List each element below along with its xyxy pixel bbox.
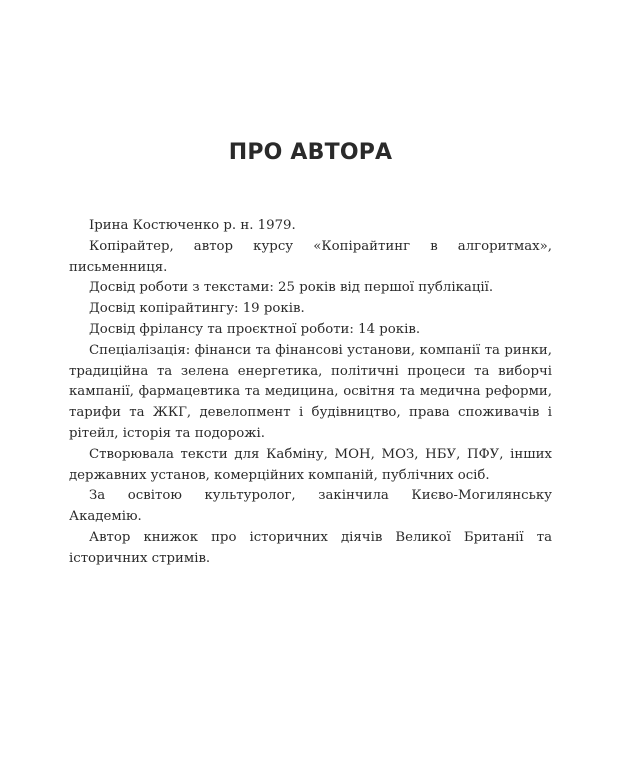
bio-paragraph-profession: Копірайтер, автор курсу «Копірайтинг в алгоритмах», письменниця.	[69, 238, 552, 275]
bio-paragraph-education: За освітою культуролог, закінчила Києво-Могилянську Академію.	[69, 488, 552, 525]
author-bio	[69, 216, 552, 570]
bio-paragraph-specialization: Спеціалізація: фінанси та фінансові установи, компанії та ринки, традиційна та зелена енергетика, політичні процеси та виборчі кампанії, фармацевтика та медицина, освітня та медична реформи, тарифи та ЖКГ, девелопмент і будівництво, права споживачів і рітейл, історія та подорожі.	[69, 342, 552, 441]
bio-paragraph-books: Автор книжок про історичних діячів Великої Британії та історичних стримів.	[69, 529, 552, 566]
bio-paragraph-copywriting-experience: Досвід копірайтингу: 19 років.	[89, 301, 305, 317]
bio-paragraph-writing-experience: Досвід роботи з текстами: 25 років від першої публікації.	[89, 280, 494, 296]
bio-paragraph-freelance-experience: Досвід фрілансу та проєктної роботи: 14 років.	[89, 321, 421, 337]
page-title: ПРО АВТОРА	[228, 140, 393, 165]
bio-paragraph-clients: Створювала тексти для Кабміну, МОН, МОЗ, НБУ, ПФУ, інших державних установ, комерційних компаній, публічних осіб.	[69, 446, 552, 483]
bio-paragraph-name: Ірина Костюченко р. н. 1979.	[89, 218, 296, 233]
